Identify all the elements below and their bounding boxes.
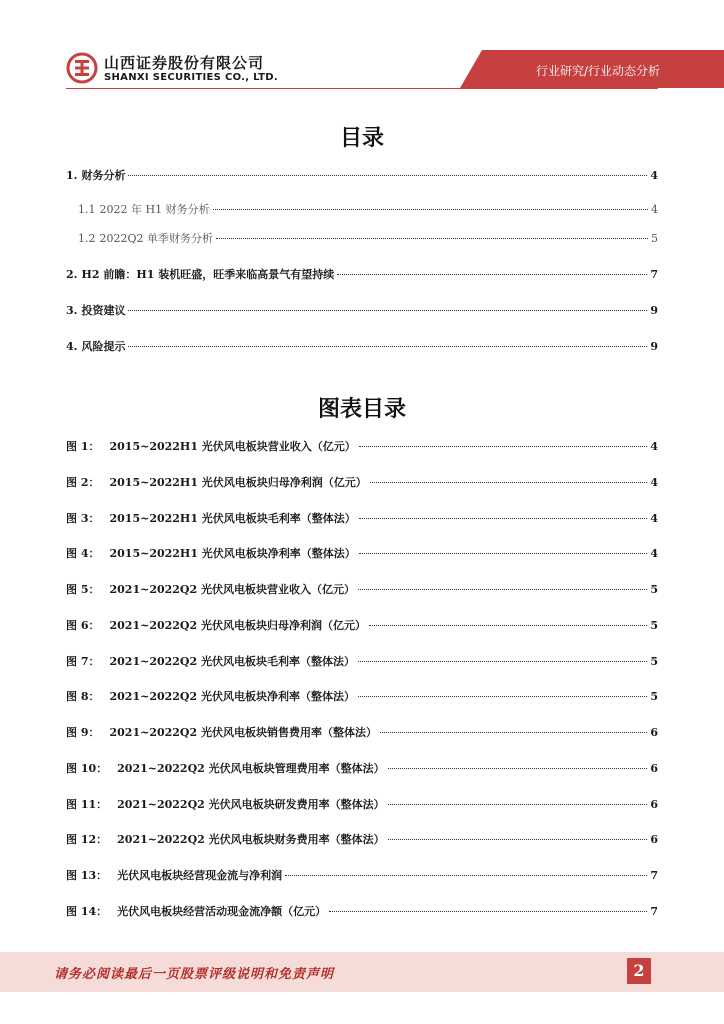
figure-entry[interactable]: 图 1： 2015~2022H1 光伏风电板块营业收入（亿元） 4 — [66, 440, 658, 453]
figure-page-number: 4 — [650, 476, 658, 489]
disclaimer-note: 请务必阅读最后一页股票评级说明和免责声明 — [54, 967, 335, 982]
toc-entry[interactable]: 3. 投资建议 9 — [66, 304, 658, 317]
figure-page-number: 7 — [650, 869, 658, 882]
toc-page-number: 7 — [650, 268, 658, 281]
toc-entry[interactable]: 2. H2 前瞻：H1 装机旺盛，旺季来临高景气有望持续 7 — [66, 268, 658, 281]
figure-page-number: 4 — [650, 512, 658, 525]
toc-title: 目录 — [339, 126, 384, 151]
toc-entry[interactable]: 1.2 2022Q2 单季财务分析 5 — [78, 232, 658, 245]
figure-entry[interactable]: 图 9： 2021~2022Q2 光伏风电板块销售费用率（整体法） 6 — [66, 726, 658, 739]
figure-page-number: 7 — [650, 905, 658, 918]
figure-entry[interactable]: 图 12： 2021~2022Q2 光伏风电板块财务费用率（整体法） 6 — [66, 833, 658, 846]
shanxi-securities-logo-icon — [66, 52, 98, 84]
header-divider — [66, 88, 658, 89]
company-name-en: SHANXI SECURITIES CO., LTD. — [104, 72, 278, 83]
figure-entry[interactable]: 图 3： 2015~2022H1 光伏风电板块毛利率（整体法） 4 — [66, 512, 658, 525]
figure-page-number: 4 — [650, 440, 658, 453]
toc-page-number: 4 — [651, 203, 658, 216]
figure-page-number: 6 — [650, 726, 658, 739]
figure-entry[interactable]: 图 8： 2021~2022Q2 光伏风电板块净利率（整体法） 5 — [66, 690, 658, 703]
page-footer — [0, 952, 724, 992]
toc-page-number: 9 — [650, 304, 658, 317]
company-name-cn: 山西证券股份有限公司 — [104, 54, 265, 72]
figure-page-number: 5 — [650, 655, 658, 668]
figure-entry[interactable]: 图 6： 2021~2022Q2 光伏风电板块归母净利润（亿元） 5 — [66, 619, 658, 632]
figure-entry[interactable]: 图 10： 2021~2022Q2 光伏风电板块管理费用率（整体法） 6 — [66, 762, 658, 775]
toc-entry[interactable]: 1.1 2022 年 H1 财务分析 4 — [78, 203, 658, 216]
figure-entry[interactable]: 图 5： 2021~2022Q2 光伏风电板块营业收入（亿元） 5 — [66, 583, 658, 596]
figure-entry[interactable]: 图 2： 2015~2022H1 光伏风电板块归母净利润（亿元） 4 — [66, 476, 658, 489]
toc-page-number: 4 — [650, 169, 658, 182]
figure-page-number: 6 — [650, 762, 658, 775]
figure-page-number: 4 — [650, 547, 658, 560]
figure-page-number: 6 — [650, 833, 658, 846]
figure-page-number: 5 — [650, 583, 658, 596]
figure-entry[interactable]: 图 13： 光伏风电板块经营现金流与净利润 7 — [66, 869, 658, 882]
figure-page-number: 6 — [650, 798, 658, 811]
page-header — [0, 0, 724, 100]
figure-list-title: 图表目录 — [317, 397, 406, 422]
figure-entry[interactable]: 图 7： 2021~2022Q2 光伏风电板块毛利率（整体法） 5 — [66, 655, 658, 668]
figure-entry[interactable]: 图 11： 2021~2022Q2 光伏风电板块研发费用率（整体法） 6 — [66, 798, 658, 811]
figure-page-number: 5 — [650, 690, 658, 703]
figure-entry[interactable]: 图 14： 光伏风电板块经营活动现金流净额（亿元） 7 — [66, 905, 658, 918]
page-number: 2 — [627, 958, 651, 984]
toc-entry[interactable]: 4. 风险提示 9 — [66, 340, 658, 353]
toc-entry[interactable]: 1. 财务分析 4 — [66, 169, 658, 182]
figure-page-number: 5 — [650, 619, 658, 632]
toc-page-number: 5 — [651, 232, 658, 245]
figure-entry[interactable]: 图 4： 2015~2022H1 光伏风电板块净利率（整体法） 4 — [66, 547, 658, 560]
toc-page-number: 9 — [650, 340, 658, 353]
report-type-label: 行业研究/行业动态分析 — [536, 64, 661, 78]
